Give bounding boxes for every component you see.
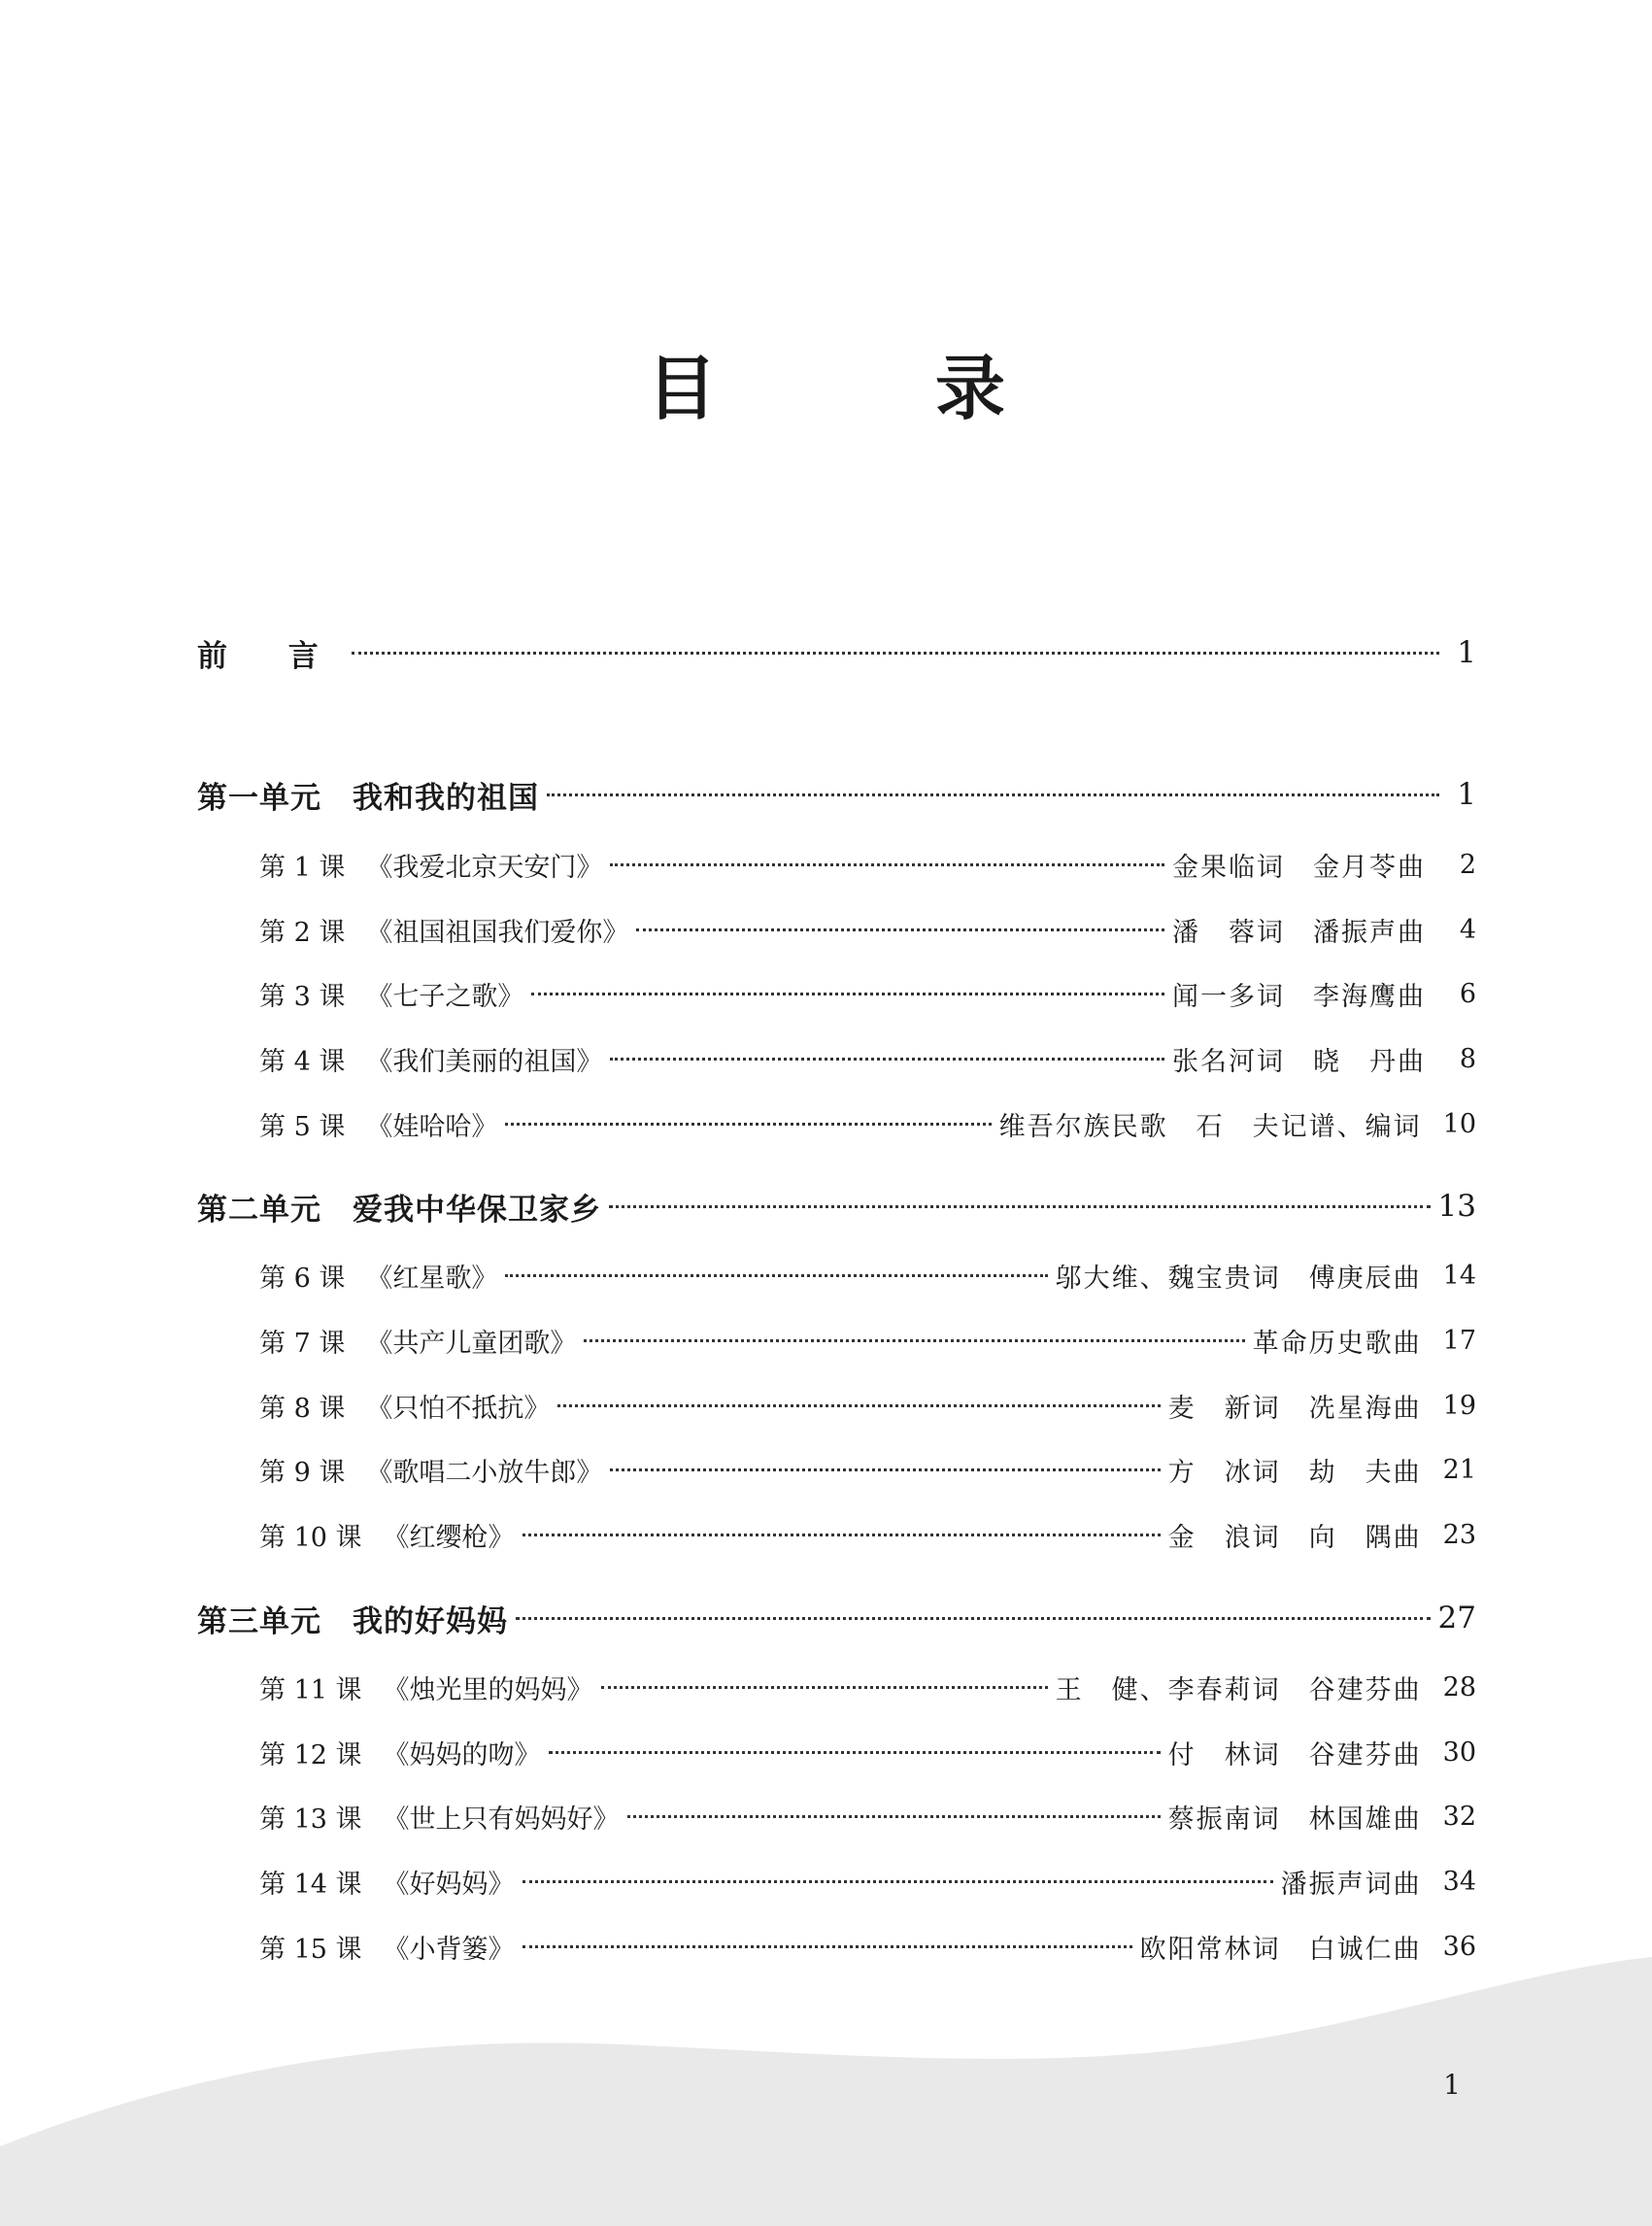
unit-title: 第一单元 我和我的祖国 bbox=[197, 780, 539, 816]
page-ref: 4 bbox=[1459, 914, 1476, 945]
dot-leader bbox=[523, 1945, 1132, 1948]
lesson-credit: 王 健、李春莉词 谷建芬曲 bbox=[1055, 1674, 1422, 1705]
page-ref: 27 bbox=[1437, 1601, 1476, 1636]
lesson-number: 第 12 课 bbox=[259, 1739, 362, 1771]
lesson-credit: 维吾尔族民歌 石 夫记谱、编词 bbox=[998, 1111, 1422, 1142]
lesson-song: 《娃哈哈》 bbox=[366, 1111, 498, 1142]
lesson-song: 《祖国祖国我们爱你》 bbox=[366, 917, 629, 948]
toc-entry-preface[interactable] bbox=[197, 629, 1476, 676]
lesson-credit: 欧阳常林词 白诚仁曲 bbox=[1139, 1934, 1422, 1965]
preface-label: 前 言 bbox=[197, 638, 344, 674]
toc-lesson-entry[interactable] bbox=[259, 1035, 1476, 1082]
page-ref: 2 bbox=[1459, 849, 1476, 880]
page-ref: 21 bbox=[1442, 1454, 1476, 1485]
dot-leader bbox=[627, 1815, 1161, 1818]
lesson-number: 第 15 课 bbox=[259, 1934, 362, 1965]
toc-lesson-entry[interactable] bbox=[259, 1382, 1476, 1429]
page-ref: 34 bbox=[1442, 1866, 1476, 1897]
toc-lesson-entry[interactable] bbox=[259, 1664, 1476, 1710]
page-ref: 17 bbox=[1442, 1325, 1476, 1356]
dot-leader bbox=[601, 1686, 1048, 1689]
lesson-number: 第 8 课 bbox=[259, 1393, 346, 1424]
page-ref: 30 bbox=[1442, 1737, 1476, 1768]
toc-lesson-entry[interactable] bbox=[259, 1729, 1476, 1775]
lesson-number: 第 10 课 bbox=[259, 1522, 362, 1553]
page-ref: 13 bbox=[1437, 1189, 1476, 1224]
lesson-song: 《红缨枪》 bbox=[383, 1522, 515, 1553]
lesson-number: 第 6 课 bbox=[259, 1263, 346, 1294]
toc-lesson-entry[interactable] bbox=[259, 841, 1476, 888]
page-ref: 1 bbox=[1457, 777, 1476, 812]
lesson-song: 《歌唱二小放牛郎》 bbox=[366, 1457, 603, 1488]
dot-leader bbox=[505, 1123, 991, 1126]
lesson-song: 《我爱北京天安门》 bbox=[366, 852, 603, 883]
lesson-number: 第 14 课 bbox=[259, 1869, 362, 1900]
dot-leader bbox=[523, 1880, 1273, 1883]
page-ref: 1 bbox=[1457, 635, 1476, 670]
unit-title: 第三单元 我的好妈妈 bbox=[197, 1603, 508, 1639]
toc-lesson-entry[interactable] bbox=[259, 1252, 1476, 1298]
page-ref: 8 bbox=[1459, 1043, 1476, 1074]
lesson-credit: 麦 新词 冼星海曲 bbox=[1167, 1393, 1422, 1424]
lesson-song: 《妈妈的吻》 bbox=[383, 1739, 541, 1771]
toc-unit-heading[interactable] bbox=[197, 1595, 1476, 1641]
page-ref: 6 bbox=[1459, 978, 1476, 1009]
lesson-song: 《共产儿童团歌》 bbox=[366, 1328, 577, 1359]
toc-lesson-entry[interactable] bbox=[259, 906, 1476, 953]
lesson-credit: 邬大维、魏宝贵词 傅庚辰曲 bbox=[1055, 1263, 1422, 1294]
lesson-number: 第 2 课 bbox=[259, 917, 346, 948]
lesson-credit: 金果临词 金月苓曲 bbox=[1172, 852, 1426, 883]
page-ref: 19 bbox=[1442, 1390, 1476, 1421]
lesson-credit: 潘 蓉词 潘振声曲 bbox=[1172, 917, 1426, 948]
dot-leader bbox=[549, 1751, 1161, 1754]
lesson-credit: 付 林词 谷建芬曲 bbox=[1167, 1739, 1422, 1771]
lesson-credit: 张名河词 晓 丹曲 bbox=[1172, 1046, 1426, 1077]
page-ref: 36 bbox=[1442, 1931, 1476, 1962]
toc-unit-heading[interactable] bbox=[197, 771, 1476, 818]
lesson-song: 《世上只有妈妈好》 bbox=[383, 1804, 620, 1835]
lesson-credit: 闻一多词 李海鹰曲 bbox=[1172, 981, 1426, 1012]
lesson-credit: 金 浪词 向 隅曲 bbox=[1167, 1522, 1422, 1553]
dot-leader bbox=[610, 1058, 1164, 1061]
toc-lesson-entry[interactable] bbox=[259, 1793, 1476, 1839]
lesson-song: 《我们美丽的祖国》 bbox=[366, 1046, 603, 1077]
page-title: 目 录 bbox=[646, 348, 1103, 429]
toc-lesson-entry[interactable] bbox=[259, 970, 1476, 1017]
lesson-number: 第 4 课 bbox=[259, 1046, 346, 1077]
dot-leader bbox=[352, 652, 1439, 655]
dot-leader bbox=[531, 993, 1164, 995]
wave-shape bbox=[0, 1957, 1652, 2226]
dot-leader bbox=[584, 1339, 1244, 1342]
toc-lesson-entry[interactable] bbox=[259, 1100, 1476, 1147]
toc-lesson-entry[interactable] bbox=[259, 1446, 1476, 1493]
lesson-number: 第 13 课 bbox=[259, 1804, 362, 1835]
dot-leader bbox=[636, 928, 1164, 931]
lesson-number: 第 1 课 bbox=[259, 852, 346, 883]
lesson-song: 《只怕不抵抗》 bbox=[366, 1393, 551, 1424]
page-ref: 10 bbox=[1442, 1108, 1476, 1139]
page-number: 1 bbox=[1443, 2069, 1461, 2101]
toc-lesson-entry[interactable] bbox=[259, 1923, 1476, 1970]
lesson-credit: 蔡振南词 林国雄曲 bbox=[1167, 1804, 1422, 1835]
dot-leader bbox=[523, 1534, 1161, 1536]
lesson-song: 《烛光里的妈妈》 bbox=[383, 1674, 593, 1705]
dot-leader bbox=[610, 1468, 1160, 1471]
page-ref: 14 bbox=[1442, 1260, 1476, 1291]
toc-unit-heading[interactable] bbox=[197, 1183, 1476, 1230]
dot-leader bbox=[547, 793, 1439, 796]
lesson-number: 第 7 课 bbox=[259, 1328, 346, 1359]
lesson-song: 《好妈妈》 bbox=[383, 1869, 515, 1900]
lesson-number: 第 3 课 bbox=[259, 981, 346, 1012]
dot-leader bbox=[505, 1274, 1047, 1277]
lesson-credit: 潘振声词曲 bbox=[1280, 1869, 1422, 1900]
dot-leader bbox=[516, 1617, 1431, 1620]
dot-leader bbox=[557, 1404, 1160, 1407]
lesson-number: 第 9 课 bbox=[259, 1457, 346, 1488]
lesson-credit: 方 冰词 劫 夫曲 bbox=[1167, 1457, 1422, 1488]
page-ref: 28 bbox=[1442, 1671, 1476, 1703]
page-ref: 32 bbox=[1442, 1801, 1476, 1832]
lesson-number: 第 5 课 bbox=[259, 1111, 346, 1142]
lesson-song: 《红星歌》 bbox=[366, 1263, 498, 1294]
lesson-credit: 革命历史歌曲 bbox=[1252, 1328, 1422, 1359]
toc-lesson-entry[interactable] bbox=[259, 1317, 1476, 1364]
toc-lesson-entry[interactable] bbox=[259, 1858, 1476, 1905]
unit-title: 第二单元 爱我中华保卫家乡 bbox=[197, 1192, 601, 1228]
lesson-number: 第 11 课 bbox=[259, 1674, 362, 1705]
page-ref: 23 bbox=[1442, 1519, 1476, 1550]
lesson-song: 《七子之歌》 bbox=[366, 981, 524, 1012]
lesson-song: 《小背篓》 bbox=[383, 1934, 515, 1965]
toc-lesson-entry[interactable] bbox=[259, 1511, 1476, 1558]
dot-leader bbox=[610, 863, 1164, 866]
dot-leader bbox=[609, 1205, 1431, 1208]
